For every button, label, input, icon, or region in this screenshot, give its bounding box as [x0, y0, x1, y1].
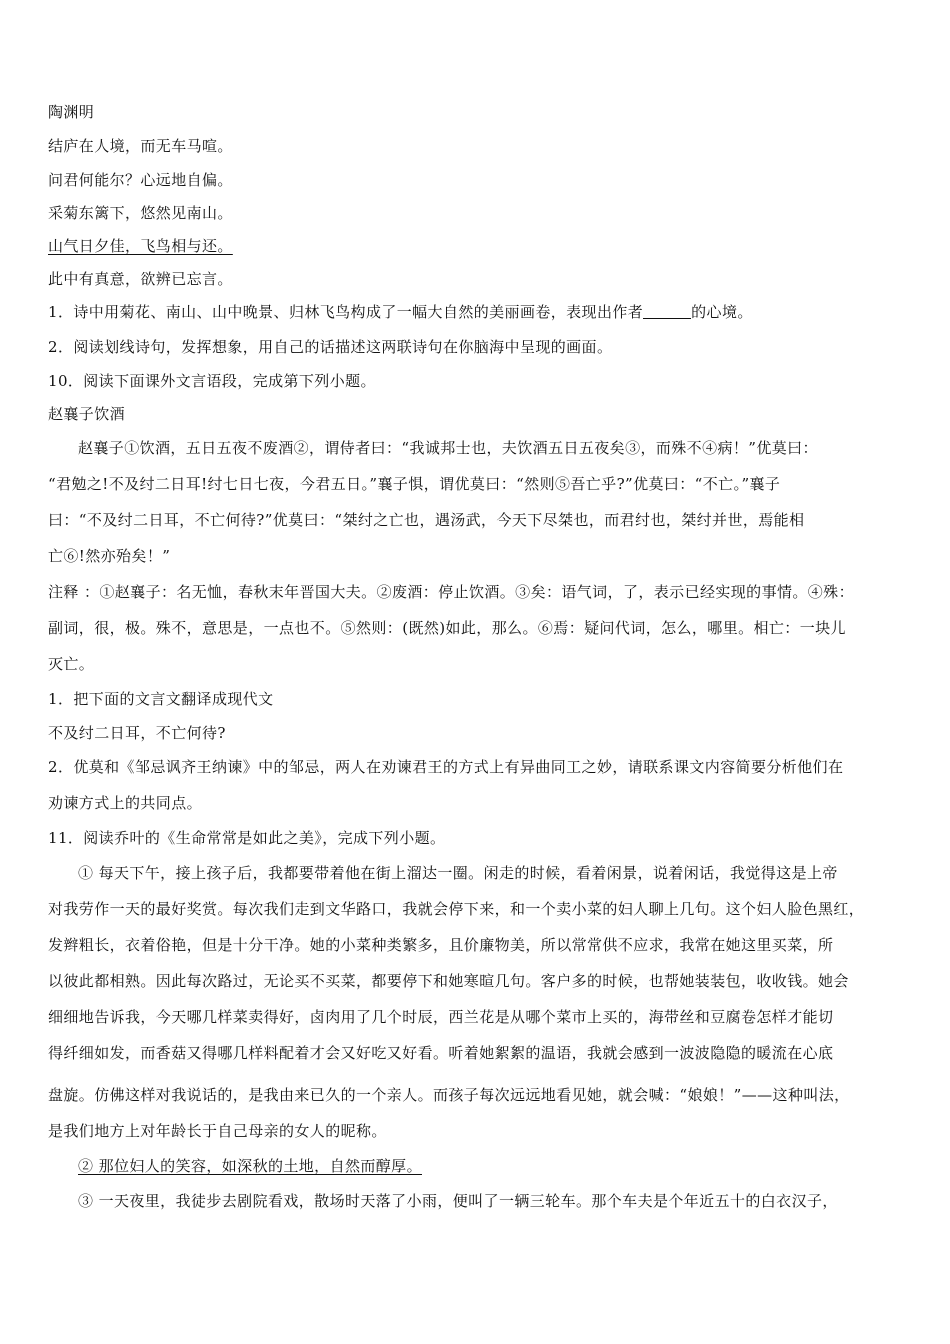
answer-blank	[643, 304, 691, 319]
essay-paragraph-2-underlined: ② 那位妇人的笑容，如深秋的土地，自然而醇厚。	[78, 1157, 422, 1175]
poem-line: 此中有真意，欲辨已忘言。	[48, 270, 233, 288]
essay-line: 得纤细如发，而香菇又得哪几样料配着才会又好吃又好看。听着她絮絮的温语，我就会感到一波波隐隐的暖流在心底	[48, 1044, 834, 1062]
passage-line: 赵襄子①饮酒，五日五夜不废酒②，谓侍者曰：“我诚邦士也，夫饮酒五日五夜矣③，而殊不④病！”优莫曰：	[78, 439, 818, 457]
essay-line: 细细地告诉我，今天哪几样菜卖得好，卤肉用了几个时辰，西兰花是从哪个菜市上买的，海带丝和豆腐卷怎样才能切	[48, 1008, 834, 1026]
passage-line: “君勉之!不及纣二日耳!纣七日七夜，今君五日。”襄子惧，谓优莫曰：“然则⑤吾亡乎?”优莫曰：“不亡。”襄子	[48, 475, 781, 493]
section-10-question-2-cont: 劝谏方式上的共同点。	[48, 794, 203, 812]
poem-question-2: 2．阅读划线诗句，发挥想象，用自己的话描述这两联诗句在你脑海中呈现的画面。	[48, 338, 613, 356]
question-text-end: 的心境。	[691, 303, 753, 321]
essay-line: ③ 一天夜里，我徒步去剧院看戏，散场时天落了小雨，便叫了一辆三轮车。那个车夫是个年近五十的白衣汉子，	[78, 1192, 838, 1210]
section-10-question-1: 1．把下面的文言文翻译成现代文	[48, 690, 274, 708]
passage-line: 亡⑥!然亦殆矣！”	[48, 547, 171, 565]
poem-author: 陶渊明	[48, 103, 95, 121]
passage-title: 赵襄子饮酒	[48, 405, 126, 423]
translation-sentence: 不及纣二日耳，不亡何待?	[48, 724, 226, 742]
essay-line: 对我劳作一天的最好奖赏。每次我们走到文华路口，我就会停下来，和一个卖小菜的妇人聊上几句。这个妇人脸色黑红，	[48, 900, 865, 918]
notes-line: 副词，很，极。殊不，意思是，一点也不。⑤然则：(既然)如此，那么。⑥焉：疑问代词，怎么，哪里。相亡：一块儿	[48, 619, 846, 637]
poem-line: 结庐在人境，而无车马喧。	[48, 137, 233, 155]
essay-line: 盘旋。仿佛这样对我说话的，是我由来已久的一个亲人。而孩子每次远远地看见她，就会喊：“娘娘！”——这种叫法，	[48, 1086, 850, 1104]
passage-line: 曰：“不及纣二日耳，不亡何待?”优莫曰：“桀纣之亡也，遇汤武，今天下尽桀也，而君纣也，桀纣并世，焉能相	[48, 511, 805, 529]
question-text: 1．诗中用菊花、南山、山中晚景、归林飞鸟构成了一幅大自然的美丽画卷，表现出作者	[48, 303, 644, 321]
essay-line: 是我们地方上对年龄长于自己母亲的女人的昵称。	[48, 1122, 387, 1140]
poem-line-underlined: 山气日夕佳，飞鸟相与还。	[48, 237, 233, 255]
essay-line: 以彼此都相熟。因此每次路过，无论买不买菜，都要停下和她寒暄几句。客户多的时候，也帮她装装包，收收钱。她会	[48, 972, 849, 990]
poem-line: 采菊东篱下，悠然见南山。	[48, 204, 233, 222]
essay-line: 发辫粗长，衣着俗艳，但是十分干净。她的小菜种类繁多，且价廉物美，所以常常供不应求，我常在她这里买菜，所	[48, 936, 834, 954]
notes-line: 注释 ：①赵襄子：名无恤，春秋末年晋国大夫。②废酒：停止饮酒。③矣：语气词，了，表示已经实现的事情。④殊：	[48, 583, 854, 601]
poem-question-1	[48, 302, 908, 322]
section-10-question-2: 2．优莫和《邹忌讽齐王纳谏》中的邹忌，两人在劝谏君王的方式上有异曲同工之妙，请联系课文内容简要分析他们在	[48, 758, 844, 776]
essay-line: ① 每天下午，接上孩子后，我都要带着他在街上溜达一圈。闲走的时候，看着闲景，说着闲话，我觉得这是上帝	[78, 864, 838, 882]
section-11-heading: 11．阅读乔叶的《生命常常是如此之美》，完成下列小题。	[48, 829, 446, 847]
poem-line: 问君何能尔？心远地自偏。	[48, 171, 233, 189]
notes-line: 灭亡。	[48, 655, 95, 673]
section-10-heading: 10．阅读下面课外文言语段，完成第下列小题。	[48, 372, 376, 390]
